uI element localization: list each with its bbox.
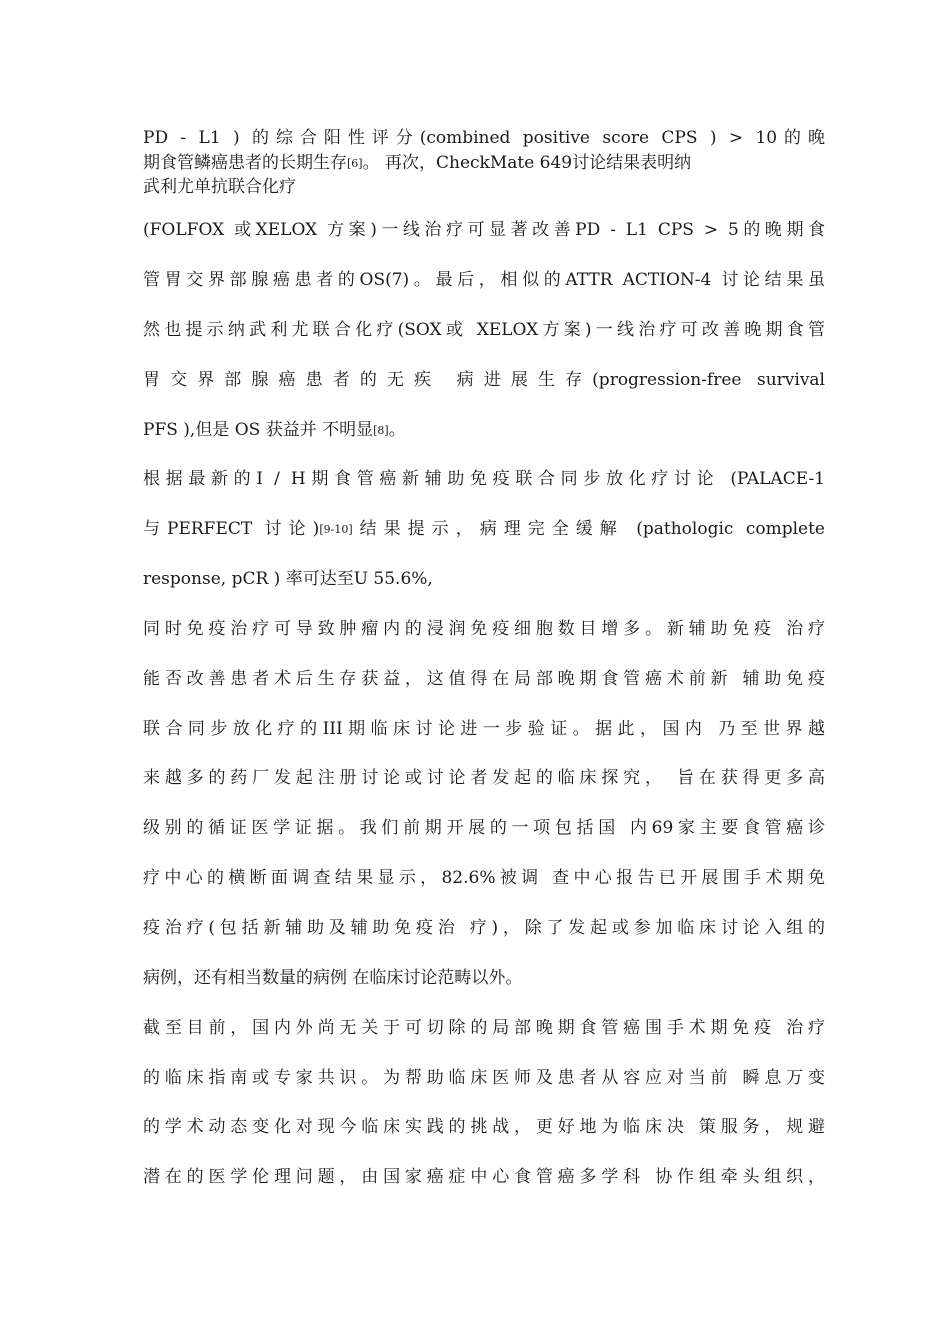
text-line: response, pCR ) 率可达至U 55.6%, bbox=[143, 569, 433, 589]
text-line: 期食管鳞癌患者的长期生存[6]。 再次，CheckMate 649讨论结果表明纳 bbox=[143, 153, 692, 173]
text-line: 的学术动态变化对现今临床实践的挑战，更好地为临床决 策服务，规避 bbox=[143, 1117, 825, 1137]
text-line: 潜在的医学伦理问题，由国家癌症中心食管癌多学科 协作组牵头组织， bbox=[143, 1167, 825, 1187]
citation-ref: [8] bbox=[373, 424, 389, 437]
text-line: 管胃交界部腺癌患者的OS(7)。最后，相似的ATTR ACTION-4 讨论结果虽 bbox=[143, 270, 825, 290]
text-line: 能否改善患者术后生存获益，这值得在局部晚期食管癌术前新 辅助免疫 bbox=[143, 669, 825, 689]
text-line: PFS ),但是 OS 获益并 不明显[8]。 bbox=[143, 420, 406, 440]
text-line: 胃交界部腺癌患者的无疾 病进展生存(progression-free survival bbox=[143, 370, 825, 390]
text-line: PD - L1 ) 的综合阳性评分(combined positive score CPS ) > 10的晚 bbox=[143, 128, 825, 148]
text-line: 武利尤单抗联合化疗 bbox=[143, 177, 296, 197]
text-line: 疗中心的横断面调查结果显示，82.6%被调 查中心报告已开展围手术期免 bbox=[143, 868, 825, 888]
text-line: 根据最新的I / H期食管癌新辅助免疫联合同步放化疗讨论 (PALACE-1 bbox=[143, 469, 825, 489]
text-line: 同时免疫治疗可导致肿瘤内的浸润免疫细胞数目增多。新辅助免疫 治疗 bbox=[143, 619, 825, 639]
text-line: 来越多的药厂发起注册讨论或讨论者发起的临床探究， 旨在获得更多高 bbox=[143, 768, 825, 788]
text-line: 与PERFECT 讨论)[9-10]结果提示，病理完全缓解 (pathologic complete bbox=[143, 519, 825, 539]
text-line: (FOLFOX 或XELOX 方案)一线治疗可显著改善PD - L1 CPS > 5的晚期食 bbox=[143, 220, 825, 240]
citation-ref: [9-10] bbox=[319, 523, 353, 536]
text-line: 然也提示纳武利尤联合化疗(SOX或 XELOX方案)一线治疗可改善晚期食管 bbox=[143, 320, 825, 340]
text-line: 疫治疗(包括新辅助及辅助免疫治 疗)，除了发起或参加临床讨论入组的 bbox=[143, 918, 825, 938]
citation-ref: [6] bbox=[347, 157, 363, 170]
text-line: 的临床指南或专家共识。为帮助临床医师及患者从容应对当前 瞬息万变 bbox=[143, 1068, 825, 1088]
text-line: 联合同步放化疗的III期临床讨论进一步验证。据此，国内 乃至世界越 bbox=[143, 719, 825, 739]
text-line: 病例，还有相当数量的病例 在临床讨论范畴以外。 bbox=[143, 968, 523, 988]
text-line: 截至目前，国内外尚无关于可切除的局部晚期食管癌围手术期免疫 治疗 bbox=[143, 1018, 825, 1038]
text-line: 级别的循证医学证据。我们前期开展的一项包括国 内69家主要食管癌诊 bbox=[143, 818, 825, 838]
